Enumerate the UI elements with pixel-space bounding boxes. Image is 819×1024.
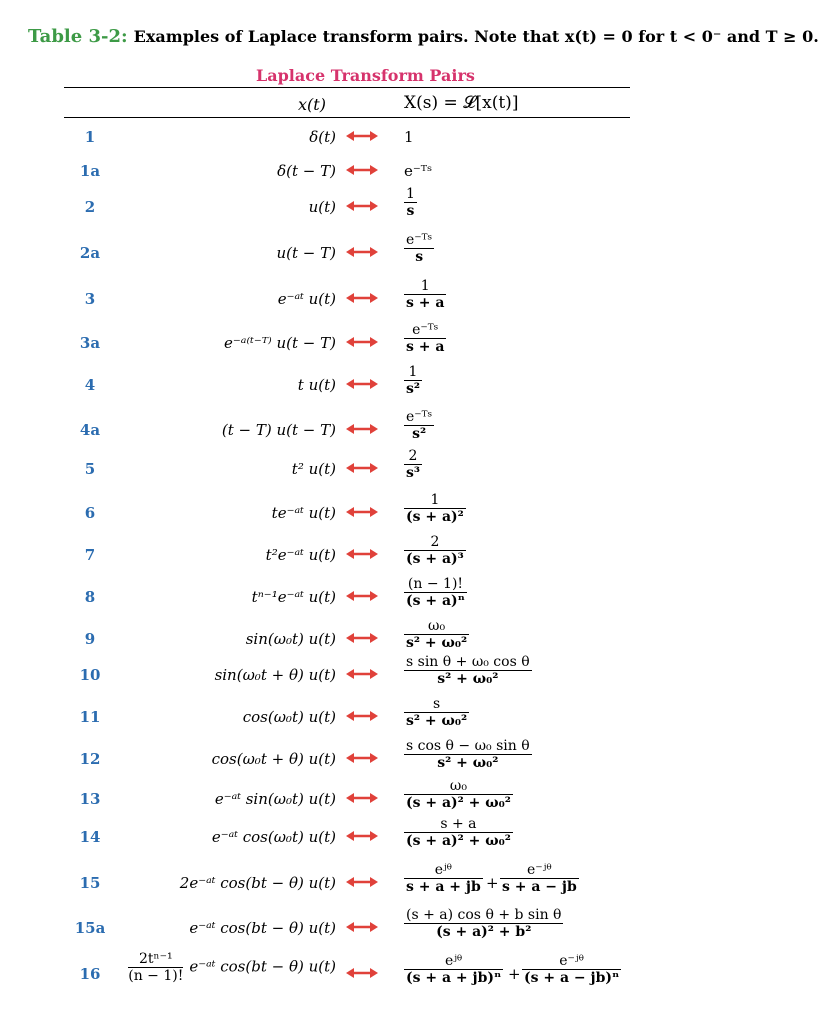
denominator: s² + ω₀²	[404, 670, 532, 687]
row-id: 15a	[74, 919, 106, 937]
time-function	[212, 750, 336, 768]
double-arrow-icon	[346, 591, 378, 601]
time-function	[309, 128, 336, 146]
row-id: 9	[84, 630, 96, 648]
double-arrow-icon	[346, 293, 378, 303]
s-domain-fraction	[404, 186, 417, 219]
denominator: (s + a)² + ω₀²	[406, 833, 511, 849]
row-id: 2	[84, 198, 96, 216]
header-rule	[64, 117, 630, 118]
time-function	[246, 630, 336, 648]
row-id: 12	[79, 750, 101, 768]
denominator: s³	[406, 465, 421, 481]
numerator: 1	[408, 364, 418, 380]
row-id: 6	[84, 504, 96, 522]
denominator: s + a	[406, 339, 445, 355]
row-id: 3a	[79, 334, 101, 352]
numerator: 2	[408, 448, 418, 464]
double-arrow-icon	[346, 753, 378, 763]
row-id: 5	[84, 460, 96, 478]
s-domain-fraction	[404, 448, 422, 481]
denominator: s² + ω₀²	[406, 635, 468, 651]
row-id: 10	[79, 666, 101, 684]
time-function	[222, 421, 336, 439]
time-function	[272, 504, 336, 522]
time-function-text: e⁻ᵃᵗ cos(ω₀t) u(t)	[211, 828, 336, 846]
s-domain-fraction	[522, 953, 621, 986]
time-function	[278, 290, 336, 308]
numerator: s	[432, 696, 441, 712]
s-domain-fraction	[404, 862, 483, 895]
numerator: 1	[430, 492, 440, 508]
coefficient-denominator: (n − 1)!	[128, 968, 184, 984]
top-rule	[64, 87, 630, 88]
time-function-text: sin(ω₀t + θ) u(t)	[214, 666, 336, 684]
numerator: e⁻ᵀˢ	[412, 322, 439, 338]
double-arrow-icon	[346, 379, 378, 389]
s-domain-fraction	[404, 778, 513, 811]
s-domain-fraction	[404, 534, 466, 567]
denominator: (s + a)ⁿ	[406, 593, 465, 609]
double-arrow-icon	[346, 968, 378, 978]
time-function-text: tⁿ⁻¹e⁻ᵃᵗ u(t)	[251, 588, 336, 606]
time-function	[266, 546, 336, 564]
double-arrow-icon	[346, 549, 378, 559]
time-function	[252, 588, 336, 606]
numerator: e⁻ʲᶿ	[526, 862, 552, 878]
denominator: s² + ω₀²	[406, 713, 468, 729]
numerator: ω₀	[449, 778, 467, 794]
denominator: s² + ω₀²	[404, 754, 532, 771]
denominator: (s + a)³	[406, 551, 464, 567]
s-domain-fraction	[404, 492, 466, 525]
row-id: 3	[84, 290, 96, 308]
coefficient-numerator: 2tⁿ⁻¹	[138, 951, 173, 967]
numerator: (s + a) cos θ + b sin θ	[406, 907, 562, 923]
row-id: 7	[84, 546, 96, 564]
header-X: X(s) = 𝓛[x(t)]	[404, 93, 519, 113]
numerator: s sin θ + ω₀ cos θ	[406, 654, 530, 670]
row-id: 2a	[79, 244, 101, 262]
s-domain-expression: 1	[404, 128, 414, 146]
double-arrow-icon	[346, 922, 378, 932]
time-function	[243, 708, 336, 726]
denominator: s + a	[406, 295, 445, 311]
time-function	[215, 666, 336, 684]
numerator: s + a	[440, 816, 477, 832]
time-function-text: δ(t)	[309, 128, 336, 146]
numerator: 1	[406, 186, 415, 202]
numerator: e⁻ᵀˢ	[406, 232, 433, 248]
s-domain-fraction	[404, 278, 446, 311]
row-id: 11	[79, 708, 101, 726]
double-arrow-icon	[346, 165, 378, 175]
plus-sign: +	[508, 965, 521, 983]
time-function-text: e⁻ᵃ⁽ᵗ⁻ᵀ⁾ u(t − T)	[224, 334, 336, 352]
denominator: (s + a)² + ω₀²	[406, 795, 511, 811]
denominator: s	[404, 248, 434, 265]
s-domain-fraction	[404, 907, 563, 940]
denominator: s	[404, 202, 417, 219]
double-arrow-icon	[346, 669, 378, 679]
double-arrow-icon	[346, 201, 378, 211]
time-function	[292, 460, 336, 478]
table-caption	[28, 26, 819, 47]
time-function	[276, 244, 336, 262]
double-arrow-icon	[346, 463, 378, 473]
time-function	[189, 919, 336, 937]
time-function-text: u(t − T)	[276, 244, 336, 262]
pairs-title: Laplace Transform Pairs	[256, 66, 475, 85]
time-function-text: (t − T) u(t − T)	[221, 421, 336, 439]
numerator: e⁻ᵀˢ	[406, 409, 433, 425]
row-id: 1	[84, 128, 96, 146]
time-function-text: t²e⁻ᵃᵗ u(t)	[265, 546, 336, 564]
time-function	[215, 790, 336, 808]
numerator: 2	[430, 534, 440, 550]
plus-sign: +	[486, 874, 499, 892]
table-number: Table 3-2:	[28, 26, 128, 47]
double-arrow-icon	[346, 507, 378, 517]
numerator: s cos θ − ω₀ sin θ	[406, 738, 530, 754]
numerator: 1	[420, 278, 430, 294]
time-function-text: 2e⁻ᵃᵗ cos(bt − θ) u(t)	[179, 874, 336, 892]
numerator: eʲᶿ	[444, 953, 463, 969]
time-function-text: δ(t − T)	[277, 162, 336, 180]
numerator: e⁻ʲᶿ	[559, 953, 585, 969]
s-domain-fraction	[404, 232, 434, 265]
s-domain-fraction	[404, 696, 469, 729]
denominator: (s + a)² + b²	[404, 923, 563, 940]
denominator: s²	[404, 425, 434, 442]
s-domain-fraction	[404, 409, 434, 442]
double-arrow-icon	[346, 131, 378, 141]
double-arrow-icon	[346, 793, 378, 803]
denominator: (s + a + jb)ⁿ	[406, 970, 502, 986]
time-function-text: e⁻ᵃᵗ u(t)	[277, 290, 336, 308]
s-domain-fraction	[404, 816, 513, 849]
row-id: 14	[79, 828, 101, 846]
s-domain-fraction	[500, 862, 579, 895]
s-domain-fraction	[404, 738, 532, 771]
time-function-text: u(t)	[308, 198, 336, 216]
numerator: ω₀	[428, 618, 446, 634]
time-function-text: e⁻ᵃᵗ cos(bt − θ) u(t)	[189, 957, 336, 976]
double-arrow-icon	[346, 633, 378, 643]
double-arrow-icon	[346, 877, 378, 887]
denominator: s + a − jb	[502, 879, 577, 895]
time-function-text: t² u(t)	[291, 460, 336, 478]
double-arrow-icon	[346, 424, 378, 434]
s-domain-fraction	[404, 322, 446, 355]
header-x: x(t)	[298, 95, 326, 114]
double-arrow-icon	[346, 711, 378, 721]
time-function	[212, 828, 336, 846]
time-function	[277, 162, 336, 180]
s-domain-fraction	[404, 364, 422, 397]
row-id: 4a	[79, 421, 101, 439]
time-function	[224, 334, 336, 352]
time-function	[180, 874, 336, 892]
time-function-text: e⁻ᵃᵗ sin(ω₀t) u(t)	[214, 790, 336, 808]
time-function-text: cos(ω₀t) u(t)	[242, 708, 336, 726]
time-function-text: e⁻ᵃᵗ cos(bt − θ) u(t)	[189, 919, 336, 937]
row-id: 13	[79, 790, 101, 808]
double-arrow-icon	[346, 337, 378, 347]
denominator: (s + a − jb)ⁿ	[524, 970, 620, 986]
time-function	[298, 376, 336, 394]
double-arrow-icon	[346, 831, 378, 841]
s-domain-fraction	[404, 618, 469, 651]
time-function-text: t u(t)	[297, 376, 336, 394]
time-function	[309, 198, 336, 216]
denominator: s + a + jb	[406, 879, 481, 895]
time-function-text: cos(ω₀t + θ) u(t)	[211, 750, 336, 768]
coefficient-fraction	[128, 951, 183, 984]
row-id: 1a	[79, 162, 101, 180]
row-id: 8	[84, 588, 96, 606]
denominator: (s + a)²	[406, 509, 464, 525]
row-id: 15	[79, 874, 101, 892]
time-function-text: sin(ω₀t) u(t)	[245, 630, 336, 648]
row-id: 16	[79, 965, 101, 983]
row-id: 4	[84, 376, 96, 394]
double-arrow-icon	[346, 247, 378, 257]
s-domain-fraction	[404, 953, 503, 986]
s-domain-fraction	[404, 576, 467, 609]
denominator: s²	[406, 381, 421, 397]
s-domain-expression: e⁻ᵀˢ	[404, 162, 433, 180]
s-domain-fraction	[404, 654, 532, 687]
numerator: eʲᶿ	[434, 862, 453, 878]
time-function	[128, 951, 336, 984]
time-function-text: te⁻ᵃᵗ u(t)	[271, 504, 336, 522]
numerator: (n − 1)!	[407, 576, 464, 592]
caption-text: Examples of Laplace transform pairs. Note that x(t) = 0 for t < 0⁻ and T ≥ 0.	[133, 27, 819, 46]
